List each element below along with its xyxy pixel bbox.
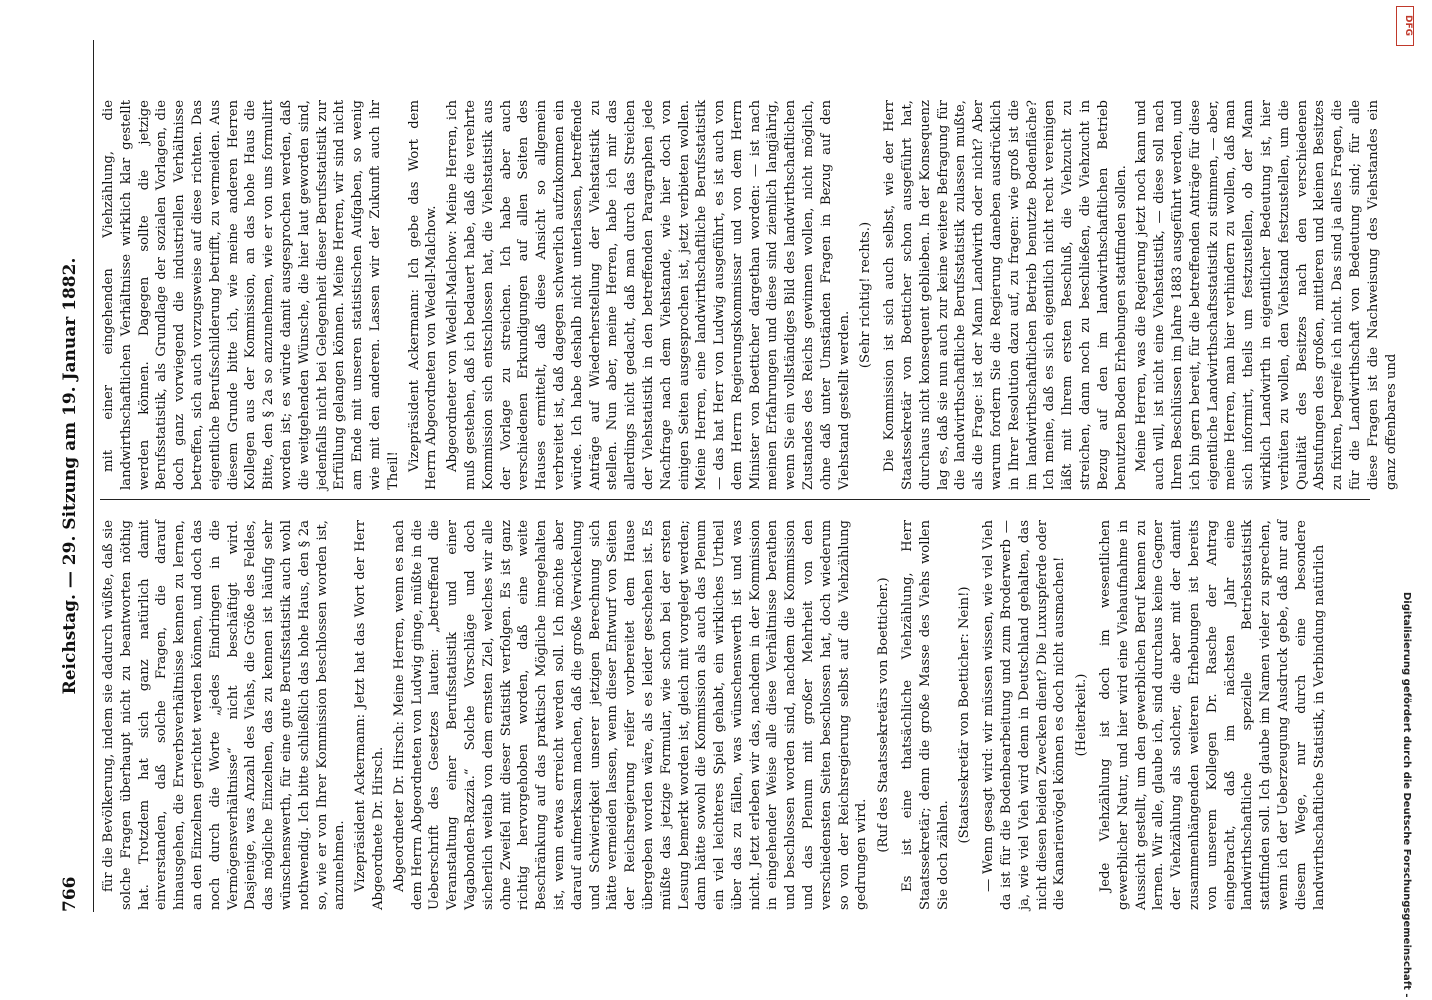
speech-paragraph: Abgeordneter Dr. Hirsch: Meine Herren, wenn es nach dem Herrn Abgeordneten von Ludwig ginge, müßte in die Ueberschrift des Gesetzes lauten: „betreffend die Veranstaltung einer Berufsstatistik und einer Vagabonden-Razzia.“ Solche Vorschläge und doch sicherlich weitab von dem ernsten Ziel, welches wir alle ohne Zweifel mit dieser Statistik verfolgen. Es ist ganz richtig hervorgehoben worden, daß eine weite Beschränkung auf das praktisch Mögliche innegehalten ist, wenn etwas erreicht werden soll. Ich möchte aber darauf aufmerksam machen, daß die große Verwickelung und Schwierigkeit unserer jetzigen Berechnung sich hätte vermeiden lassen, wenn dieser Entwurf von Seiten der Reichsregierung reifer vorbereitet dem Hause übergeben worden wäre, als es leider geschehen ist. Es müßte das jetzige Formular, wie schon bei der ersten Lesung bemerkt worden ist, gleich mit vorgelegt werden; dann hätte sowohl die Kommission als auch das Plenum ein viel leichteres Spiel gehabt, ein wirkliches Urtheil über das zu fällen, was wünschenswerth ist und was nicht. Jetzt erleben wir das, nachdem in der Kommission in eingehender Weise alle diese Verhältnisse berathen und beschlossen worden sind, nachdem die Kommission und das Plenum mit großer Mehrheit von den verschiedensten Seiten beschlossen hat, doch wiederum so von der Reichsregierung selbst auf die Viehzählung gedrungen wird.	[391, 520, 870, 910]
interjection: (Sehr richtig! rechts.)	[858, 221, 874, 369]
page-number: 766	[60, 876, 80, 912]
paragraph: Es ist eine thatsächliche Viehzählung, Herr Staatssekretär; denn die große Masse des Viehs wollen Sie doch zählen.	[900, 520, 951, 910]
digitization-credit: Digitalisierung gefördert durch die Deutsche Forschungsgemeinschaft -	[1401, 592, 1412, 998]
speech-paragraph: Abgeordneter von Wedell-Malchow: Meine Herren, ich muß gestehen, daß ich bedauert habe, daß die verehrte Kommission sich entschlossen hat, die Viehstatistik aus der Vorlage zu streichen. Ich habe aber auch verschiedenen Erkundigungen auf allen Seiten des Hauses ermittelt, daß diese Ansicht so allgemein verbreitet ist, daß dagegen schwerlich aufzukommen ein würde. Ich habe deshalb nicht unterlassen, betreffende Anträge auf Wiederherstellung der Viehstatistik zu stellen. Nun aber, meine Herren, habe ich mir das allerdings nicht gedacht, daß man durch das Streichen der Viehstatistik in den betreffenden Paragraphen jede Nachfrage nach dem Viehstande, wie hier doch von einigen Seiten ausgesprochen ist, jetzt verbieten wollen. Meine Herren, eine landwirthschaftliche Berufsstatistik — das hat Herr von Ludwig ausgeführt, es ist auch von dem Herrn Regierungskommissar und von dem Herrn Minister von Boetticher dargethan worden: — ist nach meinen Erfahrungen und diese sind ziemlich langjährig, wenn Sie ein vollständiges Bild des landwirthschaftlichen Zustandes des Reichs gewinnen wollen, nicht möglich, ohne daß unter Umständen Fragen in Bezug auf den Viehstand gestellt werden.	[445, 100, 852, 490]
running-header	[50, 40, 90, 912]
page-title: Reichstag. — 29. Sitzung am 19. Januar 1882.	[60, 257, 80, 695]
right-column	[100, 100, 1399, 490]
paragraph: Jede Viehzählung ist doch im wesentlichen gewerblicher Natur, und hier wird eine Viehaufnahme in Aussicht gestellt, um den gewerblichen Beruf kennen zu lernen. Wir alle, glaube ich, sind durchaus keine Gegner der Viehzählung als solcher, die aber mit der damit zusammenhängenden weiteren Erhebungen ist bereits von unserem Kollegen Dr. Rasche der Antrag eingebracht, daß im nächsten Jahr eine landwirthschaftliche spezielle Betriebsstatistik stattfinden soll. Ich glaube im Namen vieler zu sprechen, wenn ich der Ueberzeugung Ausdruck gebe, daß nur auf diesem Wege, nur durch eine besondere landwirthschaftliche Statistik, in Verbindung natürlich	[1098, 520, 1327, 910]
speaker-paragraph: Vizepräsident Ackermann: Ich gebe das Wort dem Herrn Abgeordneten von Wedell-Malchow.	[406, 100, 440, 490]
paragraph: für die Bevölkerung, indem sie dadurch wüßte, daß sie solche Fragen überhaupt nicht zu beantworten nöthig hat. Trotzdem hat sich ganz natürlich damit einverstanden, daß solche Fragen, die darauf hinausgehen, die Erwerbsverhältnisse kennen zu lernen, an den Einzelnen gerichtet werden können, und doch das noch durch die Worte „jedes Eindringen in die Vermögensverhältnisse“ nicht beschäftigt wird. Dasjenige, was Anzahl des Viehs, die Größe des Feldes, das mögliche Einzelnen, das zu kennen ist häufig sehr wünschenswerth, für eine gute Berufsstatistik auch wohl nothwendig. Ich bitte schließlich das hohe Haus, den § 2a so, wie er von Ihrer Kommission beschlossen worden ist, anzunehmen.	[101, 520, 348, 910]
left-column	[100, 520, 1370, 910]
column-divider	[100, 499, 1370, 500]
speaker-paragraph: Vizepräsident Ackermann: Jetzt hat das Wort der Herr Abgeordnete Dr. Hirsch.	[353, 520, 386, 910]
interjection: (Staatssekretär von Boetticher: Nein!)	[957, 586, 973, 844]
interjection: (Heiterkeit.)	[1074, 673, 1090, 757]
paragraph: Meine Herren, was die Regierung jetzt noch kann und auch will, ist nicht eine Viehstatistik, — diese soll nach Ihren Beschlüssen im Jahre 1883 ausgeführt werden, und ich bin gern bereit, für die betreffenden Anträge für diese eigentliche Landwirthschaftsstatistik zu stimmen, — aber, meine Herren, man hier verhindern zu wollen, daß man sich informirt, theils um festzustellen, ob der Mann wirklich Landwirth in eigentlicher Bedeutung ist, hier verhüten zu wollen, den Viehstand festzustellen, um die Qualität des Besitzes nach den verschiedenen Abstufungen des großen, mittleren und kleinen Besitzes zu fixiren, begreife ich nicht. Das sind ja alles Fragen, die für die Landwirthschaft von Bedeutung sind; für alle diese Fragen ist die Nachweisung des Viehstandes ein ganz offenbares und	[1134, 100, 1399, 490]
paragraph: Die Kommission ist sich auch selbst, wie der Herr Staatssekretär von Boetticher schon ausgeführt hat, durchaus nicht konsequent geblieben. In der Konsequenz lag es, daß sie nun auch zur keine weitere Befragung für die landwirthschaftliche Berufsstatistik zulassen mußte, als die Frage: ist der Mann Landwirth oder nicht? Aber warum fordern Sie die Regierung daneben ausdrücklich in Ihrer Resolution dazu auf, zu fragen: wie groß ist die im landwirthschaftlichen Betrieb benutzte Bodenfläche? Ich meine, daß es sich eigentlich nicht recht vereinigen läßt mit Ihrem ersten Beschluß, die Viehzucht zu streichen, dann noch zu beschließen, die Viehzucht in Bezug auf den im landwirthschaftlichen Betrieb benutzten Boden Erhebungen stattfinden sollen.	[882, 100, 1129, 490]
paragraph: mit einer eingehenden Viehzählung, die landwirthschaftlichen Verhältnisse wirklich klar gestellt werden können. Dagegen sollte die jetzige Berufsstatistik, als Grundlage der sozialen Vorlagen, die doch ganz vorwiegend die industriellen Verhältnisse betreffen, sich auch vorzugsweise auf diese richten. Das eigentliche Berufsschilderung betrifft, zu vermeiden. Aus diesem Grunde bitte ich, wie meine anderen Herren Kollegen aus der Kommission, an das hohe Haus die Bitte, den § 2a so anzunehmen, wie er von uns formulirt worden ist; es würde damit ausgesprochen werden, daß die weitgehenden Wünsche, die hier laut geworden sind, jedenfalls nicht bei Gelegenheit dieser Berufsstatistik zur Erfüllung gelangen können. Meine Herren, wir sind nicht am Ende mit unseren statistischen Aufgaben, so wenig wie mit den anderen. Lassen wir der Zukunft auch ihr Theil!	[101, 100, 401, 490]
interjection: (Ruf des Staatssekretärs von Boetticher.)	[876, 577, 892, 853]
paragraph: — Wenn gesagt wird: wir müssen wissen, wie viel Vieh da ist für die Bodenbearbeitung und zum Broderwerb — ja, wie viel Vieh wird denn in Deutschland gehalten, das nicht diesen beiden Zwecken dient? Die Luxuspferde oder die Kanarienvögel können es doch nicht ausmachen!	[981, 520, 1068, 910]
header-rule	[93, 40, 94, 912]
dfg-logo: DFG	[1396, 6, 1414, 46]
